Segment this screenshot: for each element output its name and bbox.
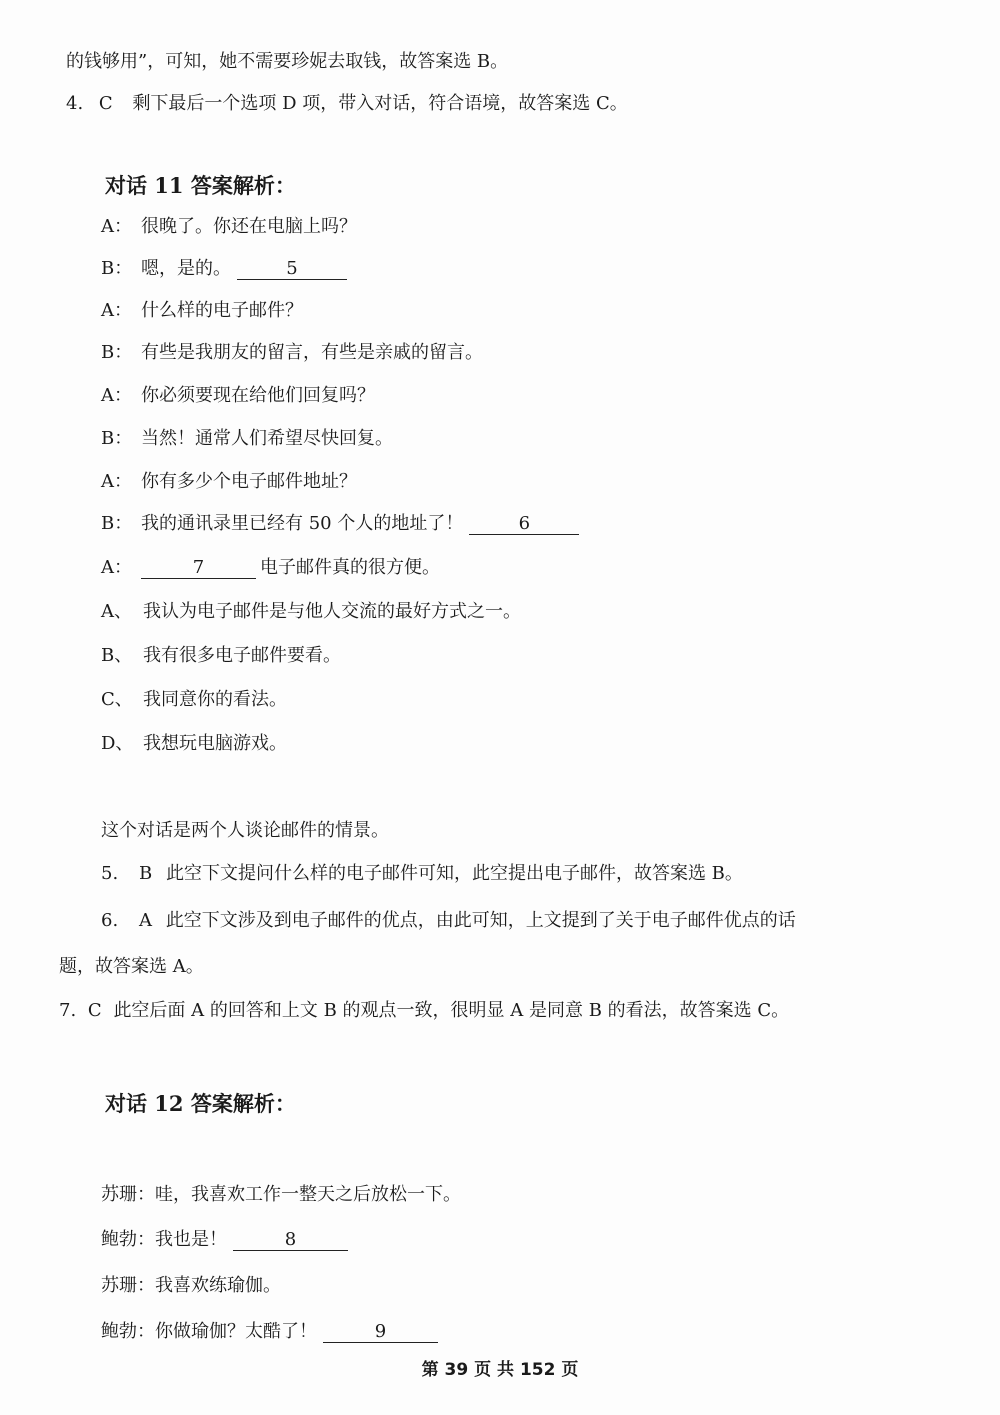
speaker-label: A：	[101, 471, 132, 492]
dialogue-line	[101, 470, 357, 494]
answer-letter: C	[98, 93, 113, 114]
intro-text: 的钱够用”，可知，她不需要珍妮去取钱，故答案选 B。	[66, 51, 509, 72]
answer-letter: A	[139, 910, 152, 931]
dialogue-12-heading: 对话 12 答案解析：	[105, 1091, 296, 1116]
dialogue-text: 有些是我朋友的留言，有些是亲戚的留言。	[141, 342, 483, 363]
dialogue-text: 我也是！	[155, 1229, 227, 1250]
speaker-label: A：	[101, 216, 132, 237]
answer-blank-6: 6	[469, 514, 579, 535]
option-text: 我想玩电脑游戏。	[143, 733, 287, 754]
dialogue-line	[101, 384, 375, 408]
speaker-label: A：	[101, 300, 132, 321]
answer-blank-9: 9	[323, 1322, 438, 1343]
speaker-label: B：	[101, 258, 133, 279]
speaker-label: B：	[101, 342, 133, 363]
dialogue-text: 你必须要现在给他们回复吗？	[141, 385, 375, 406]
option-label: C、	[101, 689, 133, 710]
dialogue-line	[101, 299, 303, 323]
answer-letter: B	[139, 863, 153, 884]
speaker-label: 苏珊：	[101, 1275, 155, 1296]
dialogue-text: 你做瑜伽？太酷了！	[155, 1321, 317, 1342]
answer-number: 7.	[59, 1000, 77, 1021]
dialogue-11-heading: 对话 11 答案解析：	[105, 173, 296, 198]
answer-blank-8: 8	[233, 1230, 348, 1251]
answer-explanation: 此空下文提问什么样的电子邮件可知，此空提出电子邮件，故答案选 B。	[165, 863, 743, 884]
option-c	[101, 688, 287, 712]
intro-line-1	[66, 50, 508, 74]
answer-explanation: 剩下最后一个选项 D 项，带入对话，符合语境，故答案选 C。	[132, 93, 628, 114]
dialogue-text: 电子邮件真的很方便。	[260, 557, 440, 578]
dialogue-line	[101, 215, 357, 239]
answer-5	[101, 862, 743, 886]
answer-explanation: 此空后面 A 的回答和上文 B 的观点一致，很明显 A 是同意 B 的看法，故答案选 C。	[113, 1000, 790, 1021]
option-b	[101, 644, 341, 668]
dialogue-text: 哇，我喜欢工作一整天之后放松一下。	[155, 1184, 461, 1205]
dialogue-text: 你有多少个电子邮件地址？	[141, 471, 357, 492]
answer-7	[59, 999, 789, 1023]
answer-number: 4.	[66, 93, 84, 114]
dialogue-text: 我喜欢练瑜伽。	[155, 1275, 281, 1296]
page-number: 第 39 页 共 152 页	[421, 1360, 579, 1380]
option-text: 我认为电子邮件是与他人交流的最好方式之一。	[143, 601, 521, 622]
answer-number: 6.	[101, 910, 119, 931]
answer-letter: C	[87, 1000, 102, 1021]
answer-number: 5.	[101, 863, 119, 884]
dialogue-line	[101, 1274, 281, 1298]
dialogue-line	[101, 1320, 438, 1344]
speaker-label: A：	[101, 385, 132, 406]
option-label: B、	[101, 645, 133, 666]
speaker-label: B：	[101, 513, 133, 534]
dialogue-text: 很晚了。你还在电脑上吗？	[141, 216, 357, 237]
speaker-label: B：	[101, 428, 133, 449]
dialogue-line	[101, 1228, 348, 1252]
speaker-label: 鲍勃：	[101, 1321, 155, 1342]
answer-6-continued: 题，故答案选 A。	[59, 956, 204, 977]
answer-blank-5: 5	[237, 259, 347, 280]
option-a	[101, 600, 521, 624]
dialogue-line	[101, 556, 440, 580]
answer-6	[101, 909, 796, 933]
option-text: 我同意你的看法。	[143, 689, 287, 710]
option-d	[101, 732, 287, 756]
dialogue-text: 当然！通常人们希望尽快回复。	[141, 428, 393, 449]
speaker-label: A：	[101, 557, 132, 578]
dialogue-text: 我的通讯录里已经有 50 个人的地址了！	[141, 513, 464, 534]
dialogue-line	[101, 1183, 461, 1207]
speaker-label: 苏珊：	[101, 1184, 155, 1205]
dialogue-line	[101, 512, 579, 536]
dialogue-line	[101, 341, 483, 365]
dialogue-line	[101, 257, 347, 281]
option-text: 我有很多电子邮件要看。	[143, 645, 341, 666]
answer-blank-7: 7	[141, 558, 256, 579]
dialogue-text: 什么样的电子邮件？	[141, 300, 303, 321]
answer-explanation: 此空下文涉及到电子邮件的优点，由此可知，上文提到了关于电子邮件优点的话	[165, 910, 796, 931]
speaker-label: 鲍勃：	[101, 1229, 155, 1250]
dialogue-line	[101, 427, 393, 451]
intro-line-2	[66, 92, 628, 116]
option-label: A、	[101, 601, 132, 622]
dialogue-text: 嗯，是的。	[141, 258, 231, 279]
dialogue-summary: 这个对话是两个人谈论邮件的情景。	[101, 820, 389, 841]
option-label: D、	[101, 733, 134, 754]
